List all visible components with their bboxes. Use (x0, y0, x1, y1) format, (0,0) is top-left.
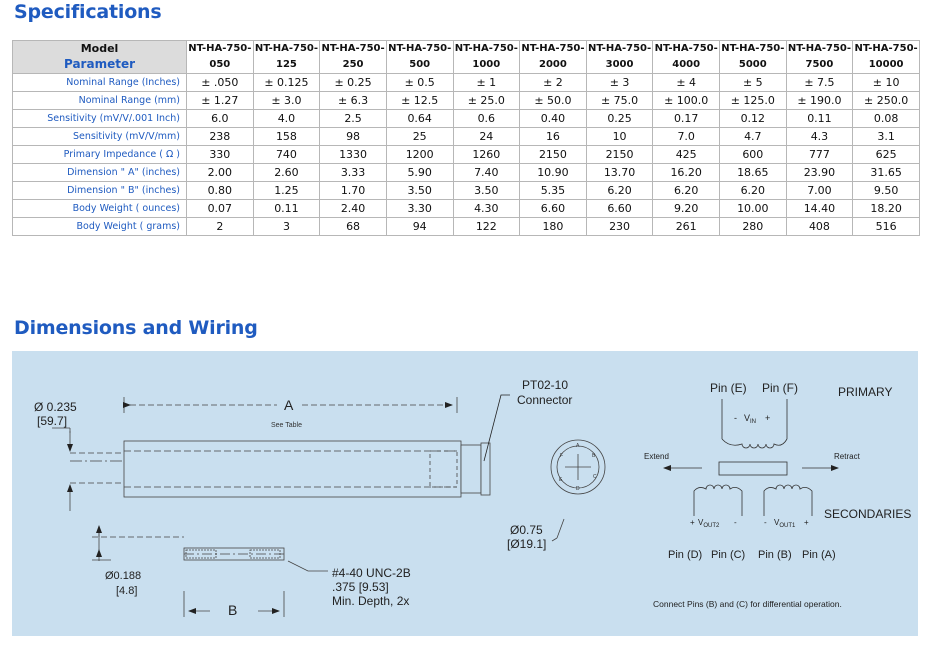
dim-b-label: B (228, 602, 238, 618)
row-label: Body Weight ( ounces) (13, 200, 187, 218)
table-cell: 18.20 (853, 200, 920, 218)
row-label: Primary Impedance ( Ω ) (13, 146, 187, 164)
table-cell: ± 1 (453, 74, 520, 92)
table-cell: ± 0.25 (320, 74, 387, 92)
vout2-plus: + (690, 518, 695, 527)
table-cell: 230 (586, 218, 653, 236)
diameter-inch-label: Ø 0.235 (34, 400, 77, 414)
table-cell: 10.00 (720, 200, 787, 218)
model-prefix: NT-HA-750- (521, 43, 585, 54)
primary-label: PRIMARY (838, 385, 893, 399)
model-prefix: NT-HA-750- (321, 43, 385, 54)
table-cell: 2.60 (253, 164, 320, 182)
table-cell: ± 3 (586, 74, 653, 92)
table-cell: 3.1 (853, 128, 920, 146)
table-cell: 1200 (386, 146, 453, 164)
connector-name-label: PT02-10 (522, 378, 569, 392)
table-cell: ± 1.27 (187, 92, 254, 110)
model-suffix: 1000 (472, 59, 501, 70)
vin-label: $V_{IN}$ (744, 413, 757, 425)
pin-letter: E (559, 477, 563, 483)
table-row (13, 110, 920, 128)
row-label: Body Weight ( grams) (13, 218, 187, 236)
pin-letter: C (593, 474, 597, 480)
table-cell: ± 75.0 (586, 92, 653, 110)
table-cell: 0.12 (720, 110, 787, 128)
vin-minus: - (734, 413, 737, 423)
table-cell: 31.65 (853, 164, 920, 182)
table-cell: 0.07 (187, 200, 254, 218)
table-cell: 5.35 (520, 182, 587, 200)
pin-f-label: Pin (F) (762, 381, 798, 395)
model-suffix: 7500 (805, 59, 834, 70)
vout2-label: $V_{OUT2}$ (698, 518, 720, 529)
pin-d-label: Pin (D) (668, 549, 703, 561)
model-header-cell (720, 41, 787, 74)
thread-min-label: Min. Depth, 2x (332, 594, 410, 608)
table-cell: 3.33 (320, 164, 387, 182)
table-row (13, 200, 920, 218)
model-suffix: 5000 (738, 59, 767, 70)
table-cell: 238 (187, 128, 254, 146)
table-cell: 7.0 (653, 128, 720, 146)
table-cell: ± .050 (187, 74, 254, 92)
table-cell: 68 (320, 218, 387, 236)
vout1-minus: - (764, 518, 767, 527)
table-cell: 0.25 (586, 110, 653, 128)
table-cell: 4.7 (720, 128, 787, 146)
table-cell: 9.20 (653, 200, 720, 218)
table-cell: ± 250.0 (853, 92, 920, 110)
table-cell: 6.20 (586, 182, 653, 200)
extend-label: Extend (644, 452, 669, 461)
table-cell: 1.70 (320, 182, 387, 200)
model-prefix: NT-HA-750- (587, 43, 652, 54)
model-suffix: 10000 (868, 59, 904, 70)
see-table-note: See Table (271, 422, 303, 429)
model-header-cell (386, 41, 453, 74)
table-cell: 7.00 (786, 182, 853, 200)
table-cell: 3.50 (386, 182, 453, 200)
table-cell: 122 (453, 218, 520, 236)
secondaries-label: SECONDARIES (824, 507, 912, 521)
table-cell: 10.90 (520, 164, 587, 182)
row-label: Dimension " A" (inches) (13, 164, 187, 182)
table-cell: 9.50 (853, 182, 920, 200)
dim-a-label: A (284, 397, 294, 413)
table-cell: 3.50 (453, 182, 520, 200)
model-suffix: 500 (409, 59, 431, 70)
table-cell: 0.11 (786, 110, 853, 128)
model-suffix: 2000 (539, 59, 567, 70)
model-prefix: NT-HA-750- (787, 43, 852, 54)
table-cell: ± 3.0 (253, 92, 320, 110)
table-cell: 740 (253, 146, 320, 164)
connector-dia-inch-label: Ø0.75 (510, 523, 543, 537)
vout1-plus: + (804, 518, 809, 527)
table-cell: ± 10 (853, 74, 920, 92)
model-header-cell (253, 41, 320, 74)
model-prefix: NT-HA-750- (654, 43, 718, 54)
table-cell: 98 (320, 128, 387, 146)
table-cell: 25 (386, 128, 453, 146)
table-cell: 625 (853, 146, 920, 164)
model-header-cell (320, 41, 387, 74)
table-cell: 94 (386, 218, 453, 236)
table-cell: ± 2 (520, 74, 587, 92)
table-cell: 408 (786, 218, 853, 236)
dimensions-drawing (12, 351, 918, 636)
row-label: Nominal Range (mm) (13, 92, 187, 110)
table-row (13, 128, 920, 146)
table-cell: 24 (453, 128, 520, 146)
table-cell: 3.30 (386, 200, 453, 218)
table-cell: ± 0.5 (386, 74, 453, 92)
table-row (13, 74, 920, 92)
table-cell: 16.20 (653, 164, 720, 182)
table-cell: 2 (187, 218, 254, 236)
row-label: Nominal Range (Inches) (13, 74, 187, 92)
model-suffix: 250 (342, 59, 364, 70)
thread-depth-label: .375 [9.53] (332, 580, 389, 594)
row-label: Sensitivity (mV/V/mm) (13, 128, 187, 146)
dimensions-heading: Dimensions and Wiring (14, 317, 258, 339)
table-cell: 516 (853, 218, 920, 236)
table-cell: 6.60 (586, 200, 653, 218)
table-cell: 330 (187, 146, 254, 164)
pin-b-label: Pin (B) (758, 549, 792, 561)
table-cell: 7.40 (453, 164, 520, 182)
pin-letter: A (576, 443, 580, 449)
table-cell: 0.08 (853, 110, 920, 128)
table-cell: ± 6.3 (320, 92, 387, 110)
table-row (13, 164, 920, 182)
table-cell: ± 12.5 (386, 92, 453, 110)
table-cell: 13.70 (586, 164, 653, 182)
retract-label: Retract (834, 452, 860, 461)
header-corner-cell (13, 41, 187, 74)
table-cell: 180 (520, 218, 587, 236)
wiring-diagram (664, 399, 838, 516)
table-cell: ± 5 (720, 74, 787, 92)
table-cell: 425 (653, 146, 720, 164)
table-row (13, 92, 920, 110)
model-header-cell (653, 41, 720, 74)
dimensions-wiring-panel (12, 351, 918, 636)
differential-note: Connect Pins (B) and (C) for differential operation. (653, 599, 842, 609)
model-header-cell (853, 41, 920, 74)
table-cell: 600 (720, 146, 787, 164)
table-cell: 4.3 (786, 128, 853, 146)
table-cell: 3 (253, 218, 320, 236)
table-cell: 6.0 (187, 110, 254, 128)
table-cell: 0.40 (520, 110, 587, 128)
table-cell: ± 190.0 (786, 92, 853, 110)
table-cell: 261 (653, 218, 720, 236)
table-cell: 0.80 (187, 182, 254, 200)
pin-letter: F (560, 453, 564, 459)
model-suffix: 3000 (605, 59, 634, 70)
table-cell: 777 (786, 146, 853, 164)
table-cell: 16 (520, 128, 587, 146)
row-label: Sensitivity (mV/V/.001 Inch) (13, 110, 187, 128)
thread-spec-label: #4-40 UNC-2B (332, 566, 411, 580)
table-row (13, 146, 920, 164)
table-cell: 14.40 (786, 200, 853, 218)
model-prefix: NT-HA-750- (388, 43, 452, 54)
vin-plus: + (765, 413, 771, 423)
table-cell: 0.17 (653, 110, 720, 128)
model-prefix: NT-HA-750- (721, 43, 785, 54)
model-header-cell (786, 41, 853, 74)
vout1-label: $V_{OUT1}$ (774, 518, 796, 529)
table-cell: 4.30 (453, 200, 520, 218)
table-cell: ± 0.125 (253, 74, 320, 92)
specifications-table (12, 40, 920, 236)
table-cell: ± 100.0 (653, 92, 720, 110)
table-cell: 18.65 (720, 164, 787, 182)
table-cell: 1260 (453, 146, 520, 164)
model-prefix: NT-HA-750- (254, 43, 319, 54)
vout2-minus: - (734, 518, 737, 527)
pin-a-label: Pin (A) (802, 549, 836, 561)
table-header-row (13, 41, 920, 74)
model-header-cell (520, 41, 587, 74)
model-header-cell (586, 41, 653, 74)
model-header-label: Model (80, 42, 119, 55)
connector-word-label: Connector (517, 393, 573, 407)
table-cell: 2150 (586, 146, 653, 164)
pin-letter: B (592, 453, 596, 459)
table-cell: 2150 (520, 146, 587, 164)
model-suffix: 4000 (672, 59, 701, 70)
body-drawing (52, 397, 490, 511)
table-cell: 1330 (320, 146, 387, 164)
model-header-cell (453, 41, 520, 74)
table-cell: ± 7.5 (786, 74, 853, 92)
table-cell: 5.90 (386, 164, 453, 182)
table-cell: 6.20 (720, 182, 787, 200)
table-cell: ± 4 (653, 74, 720, 92)
connector-dia-mm-label: [Ø19.1] (507, 537, 547, 551)
core-dia-inch-label: Ø0.188 (105, 570, 142, 582)
model-prefix: NT-HA-750- (188, 43, 252, 54)
table-cell: 6.20 (653, 182, 720, 200)
pin-e-label: Pin (E) (710, 381, 747, 395)
table-cell: 0.11 (253, 200, 320, 218)
table-cell: 2.5 (320, 110, 387, 128)
specifications-heading: Specifications (14, 1, 162, 23)
table-cell: 158 (253, 128, 320, 146)
table-cell: 280 (720, 218, 787, 236)
table-cell: 1.25 (253, 182, 320, 200)
table-cell: 0.64 (386, 110, 453, 128)
model-prefix: NT-HA-750- (454, 43, 518, 54)
pin-letter: D (576, 486, 580, 492)
table-cell: 0.6 (453, 110, 520, 128)
parameter-header-label: Parameter (63, 57, 136, 71)
table-cell: ± 25.0 (453, 92, 520, 110)
diameter-mm-label: [59.7] (37, 414, 68, 428)
table-row (13, 218, 920, 236)
model-header-cell (187, 41, 254, 74)
pin-c-label: Pin (C) (711, 549, 746, 561)
table-cell: 2.40 (320, 200, 387, 218)
model-suffix: 050 (209, 59, 231, 70)
table-cell: ± 125.0 (720, 92, 787, 110)
core-dia-mm-label: [4.8] (116, 585, 138, 597)
row-label: Dimension " B" (inches) (13, 182, 187, 200)
table-cell: 10 (586, 128, 653, 146)
table-row (13, 182, 920, 200)
table-cell: 6.60 (520, 200, 587, 218)
table-cell: 2.00 (187, 164, 254, 182)
table-cell: ± 50.0 (520, 92, 587, 110)
model-suffix: 125 (276, 59, 297, 70)
table-cell: 4.0 (253, 110, 320, 128)
table-cell: 23.90 (786, 164, 853, 182)
model-prefix: NT-HA-750- (854, 43, 918, 54)
